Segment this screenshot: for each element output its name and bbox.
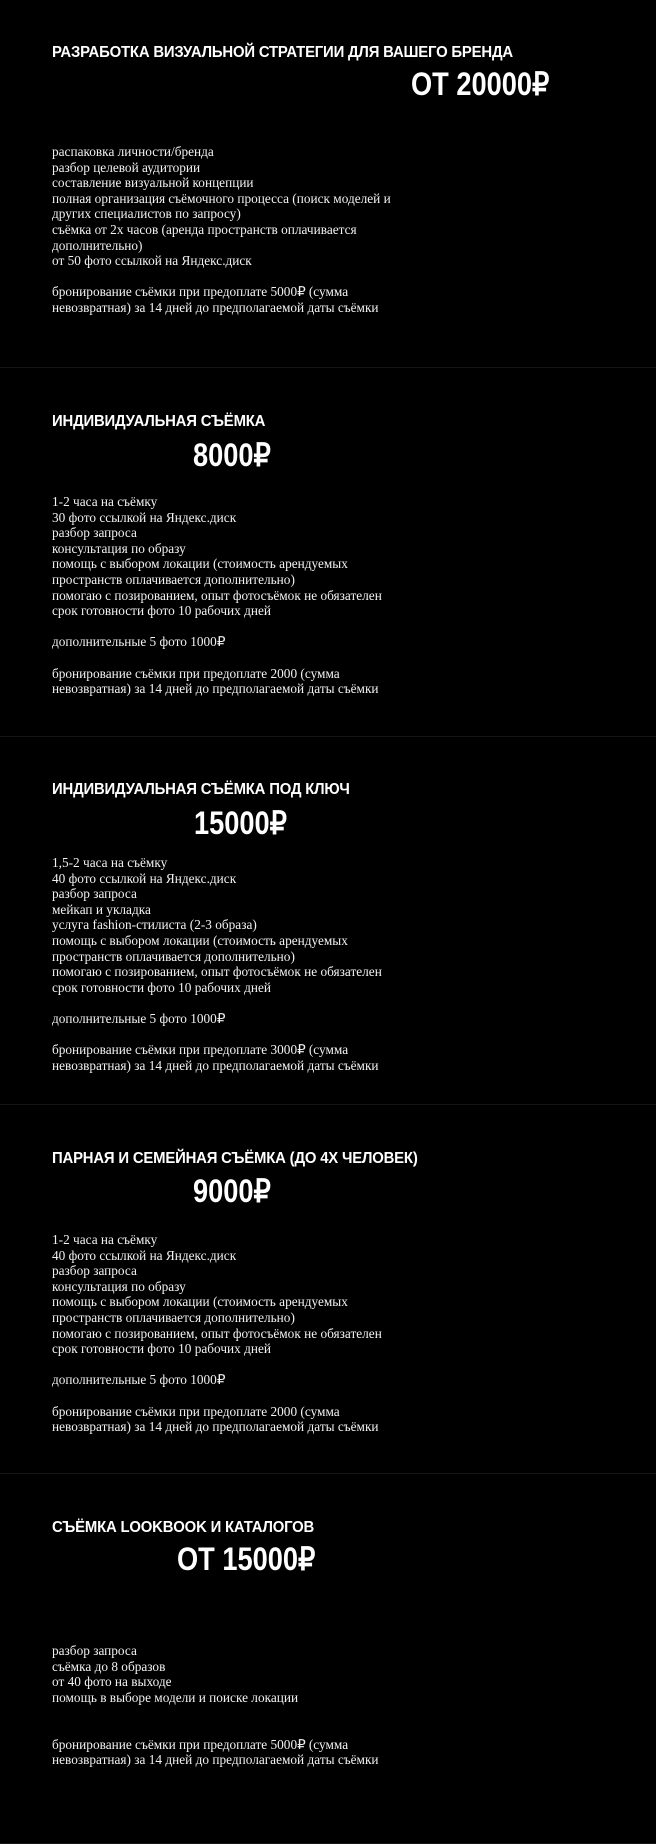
service-price: 15000₽ (194, 805, 287, 841)
feature-line: 40 фото ссылкой на Яндекс.диск (52, 1247, 237, 1263)
feature-line (52, 619, 382, 635)
feature-line: бронирование съёмки при предоплате 3000₽ (сумма (52, 1042, 349, 1058)
feature-line: пространств оплачивается дополнительно) (52, 948, 295, 964)
pricing-section (0, 0, 656, 368)
feature-line: дополнительно) (52, 237, 143, 253)
service-title: ИНДИВИДУАЛЬНАЯ СЪЁМКА ПОД КЛЮЧ (52, 781, 350, 798)
feature-line: консультация по образу (52, 1278, 186, 1294)
pricing-section (0, 1476, 656, 1844)
service-features (52, 1643, 379, 1768)
feature-line: срок готовности фото 10 рабочих дней (52, 1341, 272, 1357)
feature-line: помощь с выбором локации (стоимость арендуемых (52, 556, 348, 572)
feature-line: 1,5-2 часа на съёмку (52, 855, 168, 870)
feature-line (52, 650, 382, 666)
feature-line: от 50 фото ссылкой на Яндекс.диск (52, 253, 252, 269)
service-price: ОТ 15000₽ (177, 1541, 316, 1577)
feature-line: разбор запроса (52, 525, 137, 541)
pricing-section (0, 369, 656, 737)
feature-line: помогаю с позированием, опыт фотосъёмок не обязателен (52, 587, 382, 603)
feature-line: разбор запроса (52, 886, 137, 902)
service-features (52, 855, 382, 1073)
feature-line: разбор целевой аудитории (52, 159, 201, 175)
feature-line: невозвратная) за 14 дней до предполагаемой даты съёмки (52, 299, 379, 315)
pricing-section (0, 1106, 656, 1474)
feature-line: 1-2 часа на съёмку (52, 494, 158, 509)
feature-line: невозвратная) за 14 дней до предполагаемой даты съёмки (52, 1752, 379, 1768)
feature-line: пространств оплачивается дополнительно) (52, 1309, 295, 1325)
feature-line: консультация по образу (52, 540, 186, 556)
feature-line: помощь с выбором локации (стоимость арендуемых (52, 932, 348, 948)
feature-line: помощь в выборе модели и поиске локации (52, 1689, 299, 1705)
feature-line: разбор запроса (52, 1263, 137, 1279)
feature-line: невозвратная) за 14 дней до предполагаемой даты съёмки (52, 1419, 379, 1435)
feature-line: срок готовности фото 10 рабочих дней (52, 979, 272, 995)
feature-line: дополнительные 5 фото 1000₽ (52, 634, 226, 650)
feature-line: разбор запроса (52, 1643, 137, 1658)
service-features (52, 494, 382, 697)
feature-line (52, 1721, 379, 1737)
feature-line: съёмка до 8 образов (52, 1658, 166, 1674)
service-features (52, 1232, 382, 1435)
service-title: ПАРНАЯ И СЕМЕЙНАЯ СЪЁМКА (ДО 4Х ЧЕЛОВЕК) (52, 1150, 418, 1167)
feature-line: съёмка от 2х часов (аренда пространств оплачивается (52, 221, 357, 237)
feature-line: распаковка личности/бренда (52, 144, 214, 159)
feature-line: услуга fashion-стилиста (2-3 образа) (52, 917, 257, 933)
service-title: РАЗРАБОТКА ВИЗУАЛЬНОЙ СТРАТЕГИИ ДЛЯ ВАШЕГО БРЕНДА (52, 44, 513, 61)
service-features (52, 144, 391, 316)
feature-line (52, 1357, 382, 1373)
feature-line: полная организация съёмочного процесса (поиск моделей и (52, 190, 391, 206)
feature-line: 1-2 часа на съёмку (52, 1232, 158, 1247)
pricing-section (0, 737, 656, 1105)
service-title: ИНДИВИДУАЛЬНАЯ СЪЁМКА (52, 413, 266, 430)
feature-line (52, 1388, 382, 1404)
feature-line: дополнительные 5 фото 1000₽ (52, 1010, 226, 1026)
feature-line: от 40 фото на выходе (52, 1674, 172, 1690)
feature-line: составление визуальной концепции (52, 175, 254, 191)
feature-line (52, 995, 382, 1011)
feature-line: помощь с выбором локации (стоимость арендуемых (52, 1294, 348, 1310)
feature-line: бронирование съёмки при предоплате 2000 (сумма (52, 1403, 340, 1419)
feature-line: бронирование съёмки при предоплате 5000₽ (сумма (52, 1736, 349, 1752)
service-title: СЪЁМКА LOOKBOOK И КАТАЛОГОВ (52, 1519, 315, 1536)
feature-line: срок готовности фото 10 рабочих дней (52, 603, 272, 619)
feature-line: невозвратная) за 14 дней до предполагаемой даты съёмки (52, 1057, 379, 1073)
feature-line: других специалистов по запросу) (52, 206, 241, 222)
feature-line: 40 фото ссылкой на Яндекс.диск (52, 870, 237, 886)
feature-line: бронирование съёмки при предоплате 2000 (сумма (52, 665, 340, 681)
feature-line (52, 1027, 382, 1043)
service-price: ОТ 20000₽ (411, 66, 550, 102)
feature-line: помогаю с позированием, опыт фотосъёмок не обязателен (52, 1325, 382, 1341)
feature-line: невозвратная) за 14 дней до предполагаемой даты съёмки (52, 681, 379, 697)
feature-line: мейкап и укладка (52, 901, 151, 917)
feature-line: дополнительные 5 фото 1000₽ (52, 1372, 226, 1388)
feature-line: помогаю с позированием, опыт фотосъёмок не обязателен (52, 964, 382, 980)
feature-line (52, 1705, 379, 1721)
service-price: 8000₽ (193, 437, 271, 473)
service-price: 9000₽ (193, 1173, 271, 1209)
feature-line (52, 269, 391, 285)
feature-line: пространств оплачивается дополнительно) (52, 571, 295, 587)
feature-line: 30 фото ссылкой на Яндекс.диск (52, 509, 237, 525)
feature-line: бронирование съёмки при предоплате 5000₽ (сумма (52, 284, 349, 300)
